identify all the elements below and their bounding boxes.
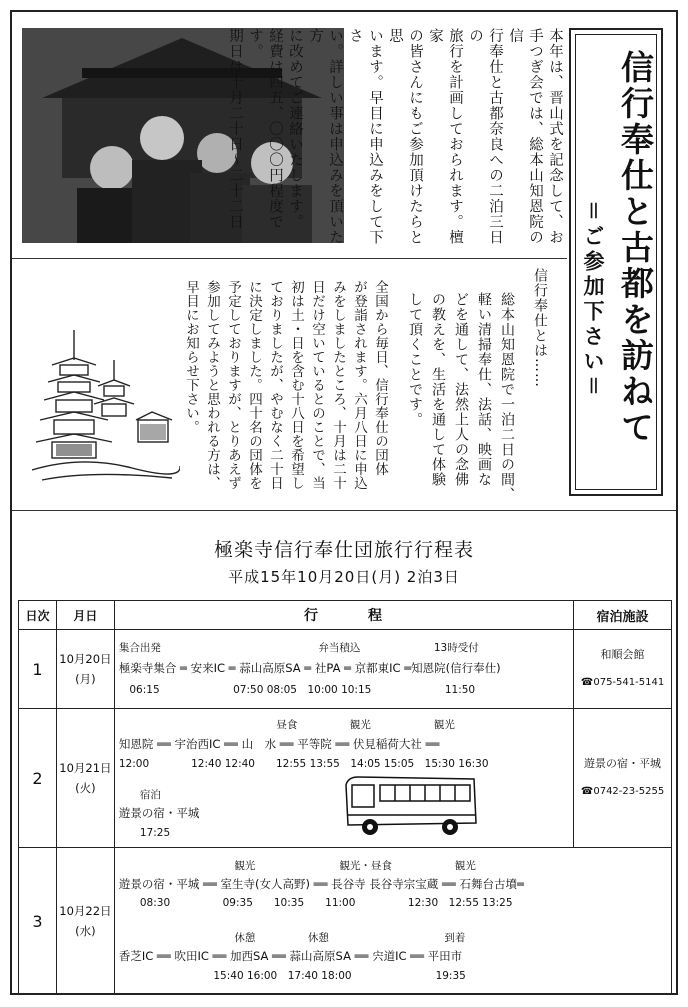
notice-line: 予定しておりますが、とりあえず [225,280,241,490]
day-date [56,848,114,995]
date-label: 10月22日 [59,904,112,918]
intro-line: 期日は十月二十日〜二十二日 [227,28,243,230]
notice-line: に決定しました。四十名の団体を [246,280,262,490]
table-row [19,848,672,995]
intro-line: 本年は、晋山式を記念して、お [547,28,563,245]
title-main: 信行奉仕と古都を訪ねて [616,50,655,446]
section-divider [12,258,567,259]
about-line: して頂くことです。 [407,292,423,427]
table-row [19,630,672,709]
itinerary-line: 昼食 観光 観光 [118,719,455,731]
header-day: 日次 [19,601,57,630]
lodging-cell [574,630,672,709]
itinerary-line: 17:25 [118,827,171,839]
schedule-title: 極楽寺信行奉仕団旅行行程表 [213,539,474,561]
itinerary-line: 休憩 休憩 到着 [118,932,466,944]
about-line: どを通して、法然上人の念佛 [453,292,469,487]
intro-text [227,28,565,248]
itinerary-line: 集合出発 弁当積込 13時受付 [118,642,479,654]
header-itinerary: 行 程 [114,601,573,630]
dow-label: (月) [75,672,96,686]
hotel-name: 遊景の宿・平城 [584,757,662,770]
about-heading: 信行奉仕とは…… [532,268,548,388]
intro-line: 旅行を計画しておられます。檀家 [427,28,463,245]
bus-illustration [340,771,480,841]
dow-label: (火) [75,781,96,795]
day-number: 1 [19,630,57,709]
intro-line: います。早目に申込みをして下さ [347,28,383,245]
about-body [400,292,518,502]
notice-line: 参加してみようと思われる方は、 [204,280,220,490]
intro-line: 経費は四五、〇〇〇円程度です。 [247,28,283,230]
hotel-tel: ☎075-541-5141 [580,677,665,688]
notice-text [180,280,390,500]
intro-line: の皆さんにもご参加頂けたらと思 [387,28,423,245]
dow-label: (水) [75,924,96,938]
about-line: 総本山知恩院で一泊二日の間、 [499,292,515,502]
section-divider [12,510,676,511]
itinerary-line: 香芝IC ══ 吹田IC ══ 加西SA ══ 蒜山高原SA ══ 宍道IC ══ 平田市 [118,949,463,963]
about-line: 軽い清掃奉仕、法話、映画な [476,292,492,487]
intro-line: い。詳しい事は申込みを頂いた方 [307,28,343,245]
notice-line: 全国から毎日、信行奉仕の団体 [372,280,388,476]
itinerary-line: 08:30 09:35 10:35 11:00 12:30 12:55 13:25 [118,897,513,909]
itinerary-line: 極楽寺集合 ═ 安来IC ═ 蒜山高原SA ═ 社PA ═ 京都東IC ═知恩院(信行奉仕) [118,661,501,675]
itinerary-cell [114,709,573,848]
intro-line: 行奉仕と古都奈良への二泊三日の [467,28,503,245]
day-date [56,630,114,709]
table-header-row [19,601,672,630]
pagoda-illustration [32,320,180,490]
itinerary-line: 遊景の宿・平城 [118,806,200,820]
hotel-tel: ☎0742-23-5255 [580,786,665,797]
title-sub: ＝ご参加下さい＝ [581,200,605,400]
notice-line: 日だけ空いているとのことで、当 [309,280,325,490]
notice-line: 初は土・日を含む十八日を希望し [288,280,304,490]
itinerary-line: 宿泊 [118,789,161,801]
table-row [19,709,672,848]
itinerary-line: 遊景の宿・平城 ══ 室生寺(女人高野) ══ 長谷寺 長谷寺宗宝蔵 ══ 石舞台古墳═ [118,877,524,891]
schedule-table [18,600,672,995]
day-number: 3 [19,848,57,995]
notice-line: 早目にお知らせ下さい。 [183,280,199,434]
itinerary-cell [114,848,671,995]
intro-line: 手つぎ会では、総本山知恩院の信 [507,28,543,245]
notice-line: が登詣されます。六月八日に申込 [351,280,367,490]
day-number: 2 [19,709,57,848]
date-label: 10月21日 [59,761,112,775]
itinerary-line: 12:00 12:40 12:40 12:55 13:55 14:05 15:05 15:30 16:30 [118,758,489,770]
hotel-name: 和順会館 [600,648,645,661]
itinerary-cell [114,630,573,709]
itinerary-line: 15:40 16:00 17:40 18:00 19:35 [118,970,466,982]
about-line: の教えを、生活を通して体験 [430,292,446,487]
itinerary-line: 06:15 07:50 08:05 10:00 10:15 11:50 [118,684,476,696]
itinerary-line: 知恩院 ══ 宇治西IC ══ 山 水 ══ 平等院 ══ 伏見稲荷大社 ══ [118,737,440,751]
intro-line: に改めてご連絡いたします。 [287,28,303,230]
schedule-subtitle: 平成15年10月20日(月) 2泊3日 [228,568,460,586]
date-label: 10月20日 [59,652,112,666]
lodging-cell [574,709,672,848]
header-lodging: 宿泊施設 [574,601,672,630]
day-date [56,709,114,848]
notice-line: みをしましたところ、十月は二十 [330,280,346,490]
header-date: 月日 [56,601,114,630]
itinerary-line: 観光 観光・昼食 観光 [118,860,476,872]
notice-line: ておりましたが、やむなく二十日 [267,280,283,490]
